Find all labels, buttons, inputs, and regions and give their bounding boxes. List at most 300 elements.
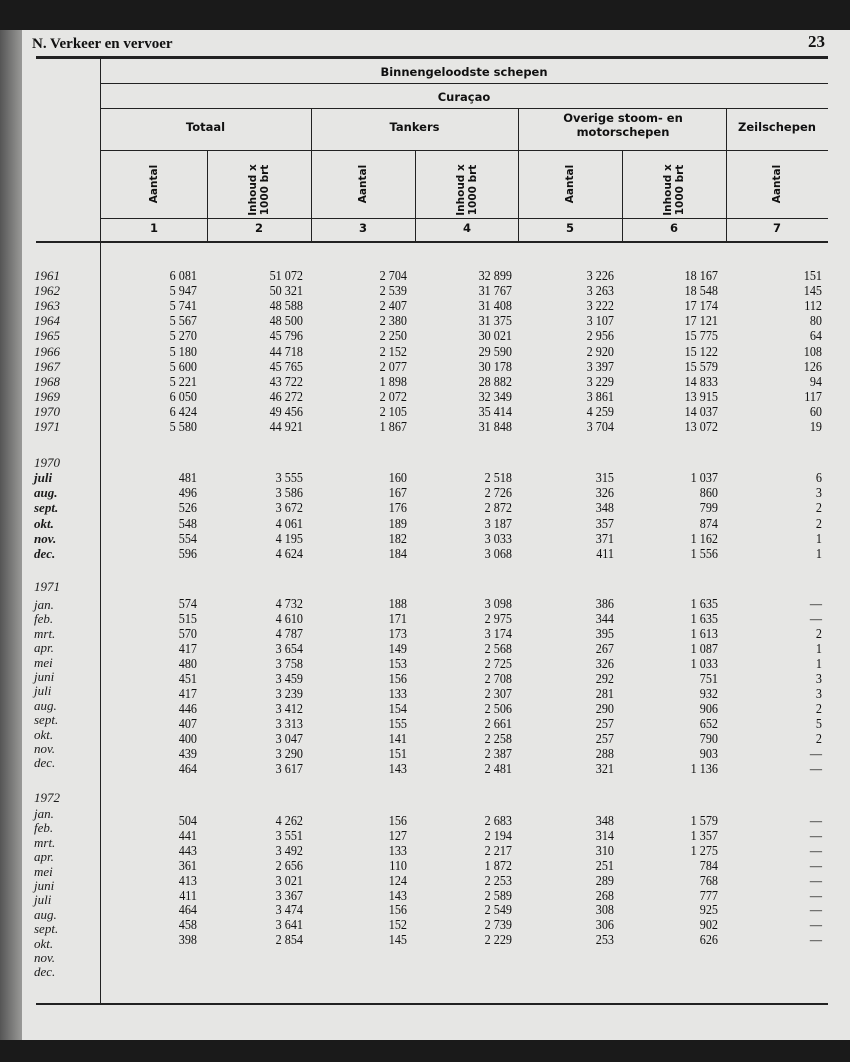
table-cell: 3 654 xyxy=(275,641,303,656)
row-label: aug. xyxy=(34,485,58,501)
row-label: 1969 xyxy=(34,388,60,404)
table-cell: 2 726 xyxy=(484,485,512,501)
group-overige: Overige stoom- en motorschepen xyxy=(563,111,683,139)
table-cell: 526 xyxy=(178,500,197,516)
table-cell: 1 579 xyxy=(690,813,718,828)
table-cell: 2 739 xyxy=(484,917,512,933)
table-cell: 133 xyxy=(388,842,407,858)
table-cell: 458 xyxy=(178,917,197,933)
table-cell: 2 380 xyxy=(379,313,407,329)
row-label: mrt. xyxy=(34,625,56,641)
table-cell: 417 xyxy=(178,641,197,656)
table-cell: 2 407 xyxy=(379,298,407,314)
table-cell: 400 xyxy=(178,731,197,746)
column-header: Inhoud x 1000 brt xyxy=(455,164,479,216)
column-number: 6 xyxy=(669,221,678,235)
table-cell: 1 136 xyxy=(690,761,718,776)
table-cell: 2 854 xyxy=(275,932,303,948)
binding-edge xyxy=(0,30,22,1040)
table-cell: 4 732 xyxy=(275,596,303,611)
bottom-rule xyxy=(36,1003,828,1005)
table-cell: 321 xyxy=(595,761,614,776)
table-cell: 13 072 xyxy=(684,419,718,434)
table-cell: — xyxy=(809,887,822,903)
table-cell: 80 xyxy=(809,313,822,329)
row-label: apr. xyxy=(34,640,54,656)
table-cell: 310 xyxy=(595,842,614,858)
table-cell: 906 xyxy=(699,701,718,716)
table-cell: 413 xyxy=(178,872,197,888)
row-label: 1963 xyxy=(34,298,60,314)
table-cell: 3 492 xyxy=(275,842,303,858)
table-cell: 31 767 xyxy=(478,283,512,299)
table-cell: 50 321 xyxy=(269,283,303,299)
super-header: Binnengeloodste schepen xyxy=(380,65,548,79)
table-cell: 1 087 xyxy=(690,641,718,656)
column-header: Aantal xyxy=(564,164,576,204)
table-cell: 1 xyxy=(815,656,822,671)
table-cell: 480 xyxy=(178,656,197,671)
row-label: juli xyxy=(34,470,53,485)
table-cell: 2 253 xyxy=(484,872,512,888)
table-cell: 288 xyxy=(595,746,614,761)
table-cell: 439 xyxy=(178,746,197,761)
table-cell: 15 775 xyxy=(684,328,718,344)
stub-divider xyxy=(100,58,101,1004)
row-label: mei xyxy=(34,654,53,670)
row-label: nov. xyxy=(34,950,56,965)
section-title: N. Verkeer en vervoer xyxy=(32,36,173,52)
row-label: jan. xyxy=(34,597,54,612)
table-cell: 5 221 xyxy=(169,373,197,389)
table-cell: 481 xyxy=(178,470,197,485)
row-label: mei xyxy=(34,863,53,879)
table-cell: 48 588 xyxy=(269,298,303,314)
table-cell: 515 xyxy=(178,611,197,626)
row-label: 1964 xyxy=(34,313,60,329)
table-cell: 596 xyxy=(178,546,197,561)
column-number: 1 xyxy=(149,221,158,235)
table-cell: 3 068 xyxy=(484,546,512,561)
table-cell: 3 226 xyxy=(586,268,614,283)
table-cell: 43 722 xyxy=(269,373,303,389)
table-cell: 289 xyxy=(595,872,614,888)
table-cell: 30 178 xyxy=(478,358,512,374)
table-cell: 2 920 xyxy=(586,343,614,359)
table-cell: 173 xyxy=(388,626,407,641)
table-cell: 315 xyxy=(595,470,614,485)
section-year-heading: 1970 xyxy=(34,455,60,470)
table-cell: 652 xyxy=(699,716,718,731)
table-cell: 2 481 xyxy=(484,761,512,776)
row-label: nov. xyxy=(34,530,57,546)
table-cell: 395 xyxy=(595,626,614,641)
table-cell: 292 xyxy=(595,671,614,686)
table-cell: 51 072 xyxy=(269,268,303,283)
table-cell: 4 624 xyxy=(275,546,303,561)
row-label: dec. xyxy=(34,755,56,771)
table-cell: 2 975 xyxy=(484,611,512,626)
table-cell: 860 xyxy=(699,485,718,501)
table-cell: 3 107 xyxy=(586,313,614,329)
top-rule xyxy=(36,56,828,59)
page-number: 23 xyxy=(808,32,825,51)
table-cell: 257 xyxy=(595,716,614,731)
table-cell: 32 349 xyxy=(478,388,512,404)
group-totaal: Totaal xyxy=(185,120,226,134)
row-label: nov. xyxy=(34,741,56,756)
table-cell: 49 456 xyxy=(269,403,303,419)
table-cell: 2 229 xyxy=(484,932,512,948)
table-cell: 253 xyxy=(595,932,614,948)
table-cell: — xyxy=(809,872,822,888)
header-bottom-rule xyxy=(36,241,828,243)
table-cell: 3 021 xyxy=(275,872,303,888)
table-cell: 268 xyxy=(595,887,614,903)
group-zeilschepen: Zeilschepen xyxy=(738,120,816,134)
table-cell: 3 xyxy=(815,671,822,686)
table-cell: 3 459 xyxy=(275,671,303,686)
table-cell: 15 122 xyxy=(684,343,718,359)
table-cell: 570 xyxy=(178,626,197,641)
table-cell: 344 xyxy=(595,611,614,626)
column-header: Aantal xyxy=(771,164,783,204)
table-cell: 3 222 xyxy=(586,298,614,314)
table-cell: 751 xyxy=(699,671,718,686)
table-cell: 1 898 xyxy=(379,373,407,389)
table-cell: 348 xyxy=(595,813,614,828)
table-cell: 903 xyxy=(699,746,718,761)
table-cell: 443 xyxy=(178,842,197,858)
table-cell: 3 367 xyxy=(275,887,303,903)
table-cell: — xyxy=(809,932,822,948)
table-cell: 19 xyxy=(809,419,822,434)
table-cell: 45 765 xyxy=(269,358,303,374)
column-header: Aantal xyxy=(357,164,369,204)
table-cell: 2 589 xyxy=(484,887,512,903)
row-label: juni xyxy=(34,878,55,893)
table-cell: 44 921 xyxy=(269,419,303,434)
table-cell: 2 xyxy=(815,626,822,641)
table-cell: — xyxy=(809,761,822,776)
table-cell: 167 xyxy=(388,485,407,501)
table-cell: 874 xyxy=(699,515,718,531)
row-label: 1968 xyxy=(34,373,60,389)
table-cell: 398 xyxy=(178,932,197,948)
table-cell: 108 xyxy=(803,343,822,359)
table-cell: 3 290 xyxy=(275,746,303,761)
table-cell: 326 xyxy=(595,656,614,671)
table-cell: 306 xyxy=(595,917,614,933)
table-cell: 3 229 xyxy=(586,373,614,389)
table-cell: 2 xyxy=(815,701,822,716)
table-cell: 44 718 xyxy=(269,343,303,359)
table-cell: 4 262 xyxy=(275,813,303,828)
row-label: 1971 xyxy=(34,419,60,434)
table-cell: 3 412 xyxy=(275,701,303,716)
table-cell: 31 848 xyxy=(478,419,512,434)
table-cell: 156 xyxy=(388,902,407,918)
table-cell: 441 xyxy=(178,827,197,843)
table-cell: 64 xyxy=(809,328,822,344)
row-label: 1961 xyxy=(34,268,60,283)
row-label: jan. xyxy=(34,806,54,821)
table-cell: 2 250 xyxy=(379,328,407,344)
table-cell: 133 xyxy=(388,686,407,701)
table-cell: 154 xyxy=(388,701,407,716)
table-cell: 18 548 xyxy=(684,283,718,299)
table-cell: 5 580 xyxy=(169,419,197,434)
table-cell: 4 787 xyxy=(275,626,303,641)
table-cell: 451 xyxy=(178,671,197,686)
row-label: juli xyxy=(34,683,52,699)
table-cell: 574 xyxy=(178,596,197,611)
row-label: juli xyxy=(34,892,52,908)
col-divider xyxy=(518,108,519,242)
column-number: 3 xyxy=(358,221,367,235)
table-cell: 110 xyxy=(389,857,407,873)
table-cell: 29 590 xyxy=(478,343,512,359)
table-cell: 2 683 xyxy=(484,813,512,828)
table-cell: 4 195 xyxy=(275,530,303,546)
table-cell: 504 xyxy=(178,813,197,828)
column-number: 7 xyxy=(772,221,781,235)
table-cell: 446 xyxy=(178,701,197,716)
col-divider xyxy=(622,150,623,242)
table-cell: 117 xyxy=(804,388,822,404)
row-label: 1965 xyxy=(34,328,60,344)
table-cell: 2 258 xyxy=(484,731,512,746)
table-cell: 902 xyxy=(699,917,718,933)
row-label: 1966 xyxy=(34,343,60,359)
table-cell: 112 xyxy=(804,298,822,314)
table-cell: 3 555 xyxy=(275,470,303,485)
table-cell: 1 357 xyxy=(690,827,718,843)
row-label: okt. xyxy=(34,726,54,742)
table-cell: 18 167 xyxy=(684,268,718,283)
table-cell: 799 xyxy=(699,500,718,516)
table-cell: 155 xyxy=(388,716,407,731)
table-cell: 153 xyxy=(388,656,407,671)
table-cell: 2 xyxy=(815,500,822,516)
table-cell: 407 xyxy=(178,716,197,731)
table-cell: 151 xyxy=(803,268,822,283)
table-cell: 5 180 xyxy=(169,343,197,359)
table-cell: 1 635 xyxy=(690,611,718,626)
table-cell: 156 xyxy=(388,813,407,828)
table-cell: 1 867 xyxy=(379,419,407,434)
table-cell: 790 xyxy=(699,731,718,746)
table-cell: 3 672 xyxy=(275,500,303,516)
table-cell: 32 899 xyxy=(478,268,512,283)
table-cell: 1 613 xyxy=(690,626,718,641)
table-cell: 3 239 xyxy=(275,686,303,701)
table-cell: 2 725 xyxy=(484,656,512,671)
table-cell: 768 xyxy=(699,872,718,888)
table-cell: 2 956 xyxy=(586,328,614,344)
table-cell: 4 610 xyxy=(275,611,303,626)
table-cell: 2 549 xyxy=(484,902,512,918)
table-cell: 1 635 xyxy=(690,596,718,611)
table-cell: 3 313 xyxy=(275,716,303,731)
table-cell: 308 xyxy=(595,902,614,918)
table-cell: — xyxy=(809,857,822,873)
table-cell: 2 xyxy=(815,731,822,746)
table-cell: 1 xyxy=(815,546,822,561)
table-cell: 2 105 xyxy=(379,403,407,419)
table-cell: 14 833 xyxy=(684,373,718,389)
table-cell: 2 518 xyxy=(484,470,512,485)
column-header: Aantal xyxy=(148,164,160,204)
table-cell: — xyxy=(809,827,822,843)
table-cell: 3 474 xyxy=(275,902,303,918)
table-cell: 371 xyxy=(595,530,614,546)
table-cell: 5 xyxy=(815,716,822,731)
row-label: okt. xyxy=(34,935,54,951)
table-cell: 2 539 xyxy=(379,283,407,299)
table-cell: 357 xyxy=(595,515,614,531)
table-cell: 548 xyxy=(178,515,197,531)
table-cell: 156 xyxy=(388,671,407,686)
row-label: 1970 xyxy=(34,403,60,419)
rule xyxy=(100,83,828,84)
table-cell: 2 152 xyxy=(379,343,407,359)
table-cell: 267 xyxy=(595,641,614,656)
table-cell: 176 xyxy=(388,500,407,516)
table-cell: 2 077 xyxy=(379,358,407,374)
table-cell: 1 037 xyxy=(690,470,718,485)
table-cell: 3 704 xyxy=(586,419,614,434)
table-cell: 2 661 xyxy=(484,716,512,731)
table-cell: 3 758 xyxy=(275,656,303,671)
table-cell: 1 872 xyxy=(484,857,512,873)
table-cell: 1 xyxy=(815,641,822,656)
table-cell: 94 xyxy=(809,373,822,389)
table-cell: 361 xyxy=(178,857,197,873)
table-cell: 348 xyxy=(595,500,614,516)
table-cell: 3 xyxy=(815,485,822,501)
table-cell: 184 xyxy=(388,546,407,561)
table-cell: 3 397 xyxy=(586,358,614,374)
row-label: feb. xyxy=(34,820,54,836)
table-cell: 48 500 xyxy=(269,313,303,329)
table-cell: 2 217 xyxy=(484,842,512,858)
table-cell: 188 xyxy=(388,596,407,611)
table-cell: 464 xyxy=(178,761,197,776)
column-header: Inhoud x 1000 brt xyxy=(662,164,686,216)
table-cell: 124 xyxy=(388,872,407,888)
table-cell: 145 xyxy=(803,283,822,299)
table-cell: 2 506 xyxy=(484,701,512,716)
table-cell: 149 xyxy=(388,641,407,656)
table-cell: 3 861 xyxy=(586,388,614,404)
table-cell: 777 xyxy=(699,887,718,903)
table-cell: 1 162 xyxy=(690,530,718,546)
row-label: 1962 xyxy=(34,283,60,299)
table-cell: 151 xyxy=(388,746,407,761)
table-cell: 5 600 xyxy=(169,358,197,374)
table-cell: 1 033 xyxy=(690,656,718,671)
table-cell: 13 915 xyxy=(684,388,718,404)
table-cell: 60 xyxy=(809,403,822,419)
row-label: apr. xyxy=(34,849,54,865)
rule xyxy=(100,108,828,109)
table-cell: 2 xyxy=(815,515,822,531)
table-cell: — xyxy=(809,917,822,933)
table-cell: 46 272 xyxy=(269,388,303,404)
table-cell: 160 xyxy=(388,470,407,485)
table-cell: 3 174 xyxy=(484,626,512,641)
row-label: okt. xyxy=(34,515,54,531)
table-cell: 3 551 xyxy=(275,827,303,843)
table-cell: 5 567 xyxy=(169,313,197,329)
col-divider xyxy=(207,150,208,242)
table-cell: 290 xyxy=(595,701,614,716)
row-label: aug. xyxy=(34,906,57,922)
table-cell: 496 xyxy=(178,485,197,501)
table-cell: 4 061 xyxy=(275,515,303,531)
table-cell: 5 741 xyxy=(169,298,197,314)
table-cell: 5 270 xyxy=(169,328,197,344)
row-label: aug. xyxy=(34,697,57,713)
table-cell: 1 556 xyxy=(690,546,718,561)
table-cell: 326 xyxy=(595,485,614,501)
col-divider xyxy=(415,150,416,242)
table-cell: 3 187 xyxy=(484,515,512,531)
table-cell: 2 656 xyxy=(275,857,303,873)
rule xyxy=(100,150,828,151)
table-cell: 3 617 xyxy=(275,761,303,776)
table-cell: 4 259 xyxy=(586,403,614,419)
table-cell: 2 704 xyxy=(379,268,407,283)
section-year-heading: 1971 xyxy=(34,579,60,594)
table-cell: 1 xyxy=(815,530,822,546)
table-cell: 2 568 xyxy=(484,641,512,656)
table-cell: 2 072 xyxy=(379,388,407,404)
table-cell: 257 xyxy=(595,731,614,746)
table-cell: 314 xyxy=(595,827,614,843)
table-cell: 127 xyxy=(388,827,407,843)
table-cell: 6 xyxy=(815,470,822,485)
table-cell: 141 xyxy=(388,731,407,746)
table-cell: 1 275 xyxy=(690,842,718,858)
table-cell: 5 947 xyxy=(169,283,197,299)
table-cell: 925 xyxy=(699,902,718,918)
table-cell: 145 xyxy=(388,932,407,948)
table-cell: 152 xyxy=(388,917,407,933)
row-label: dec. xyxy=(34,964,56,980)
column-number: 2 xyxy=(254,221,263,235)
table-cell: 3 263 xyxy=(586,283,614,299)
table-cell: — xyxy=(809,596,822,611)
column-header: Inhoud x 1000 brt xyxy=(247,164,271,216)
row-label: 1967 xyxy=(34,358,60,374)
table-cell: 15 579 xyxy=(684,358,718,374)
table-cell: 28 882 xyxy=(478,373,512,389)
table-cell: 251 xyxy=(595,857,614,873)
row-label: sept. xyxy=(34,500,59,516)
table-cell: 171 xyxy=(388,611,407,626)
table-cell: 3 xyxy=(815,686,822,701)
table-cell: — xyxy=(809,611,822,626)
table-cell: 2 387 xyxy=(484,746,512,761)
table-cell: 386 xyxy=(595,596,614,611)
table-cell: 2 307 xyxy=(484,686,512,701)
row-label: dec. xyxy=(34,546,56,561)
table-cell: 411 xyxy=(179,887,197,903)
table-cell: 464 xyxy=(178,902,197,918)
table-cell: 143 xyxy=(388,887,407,903)
